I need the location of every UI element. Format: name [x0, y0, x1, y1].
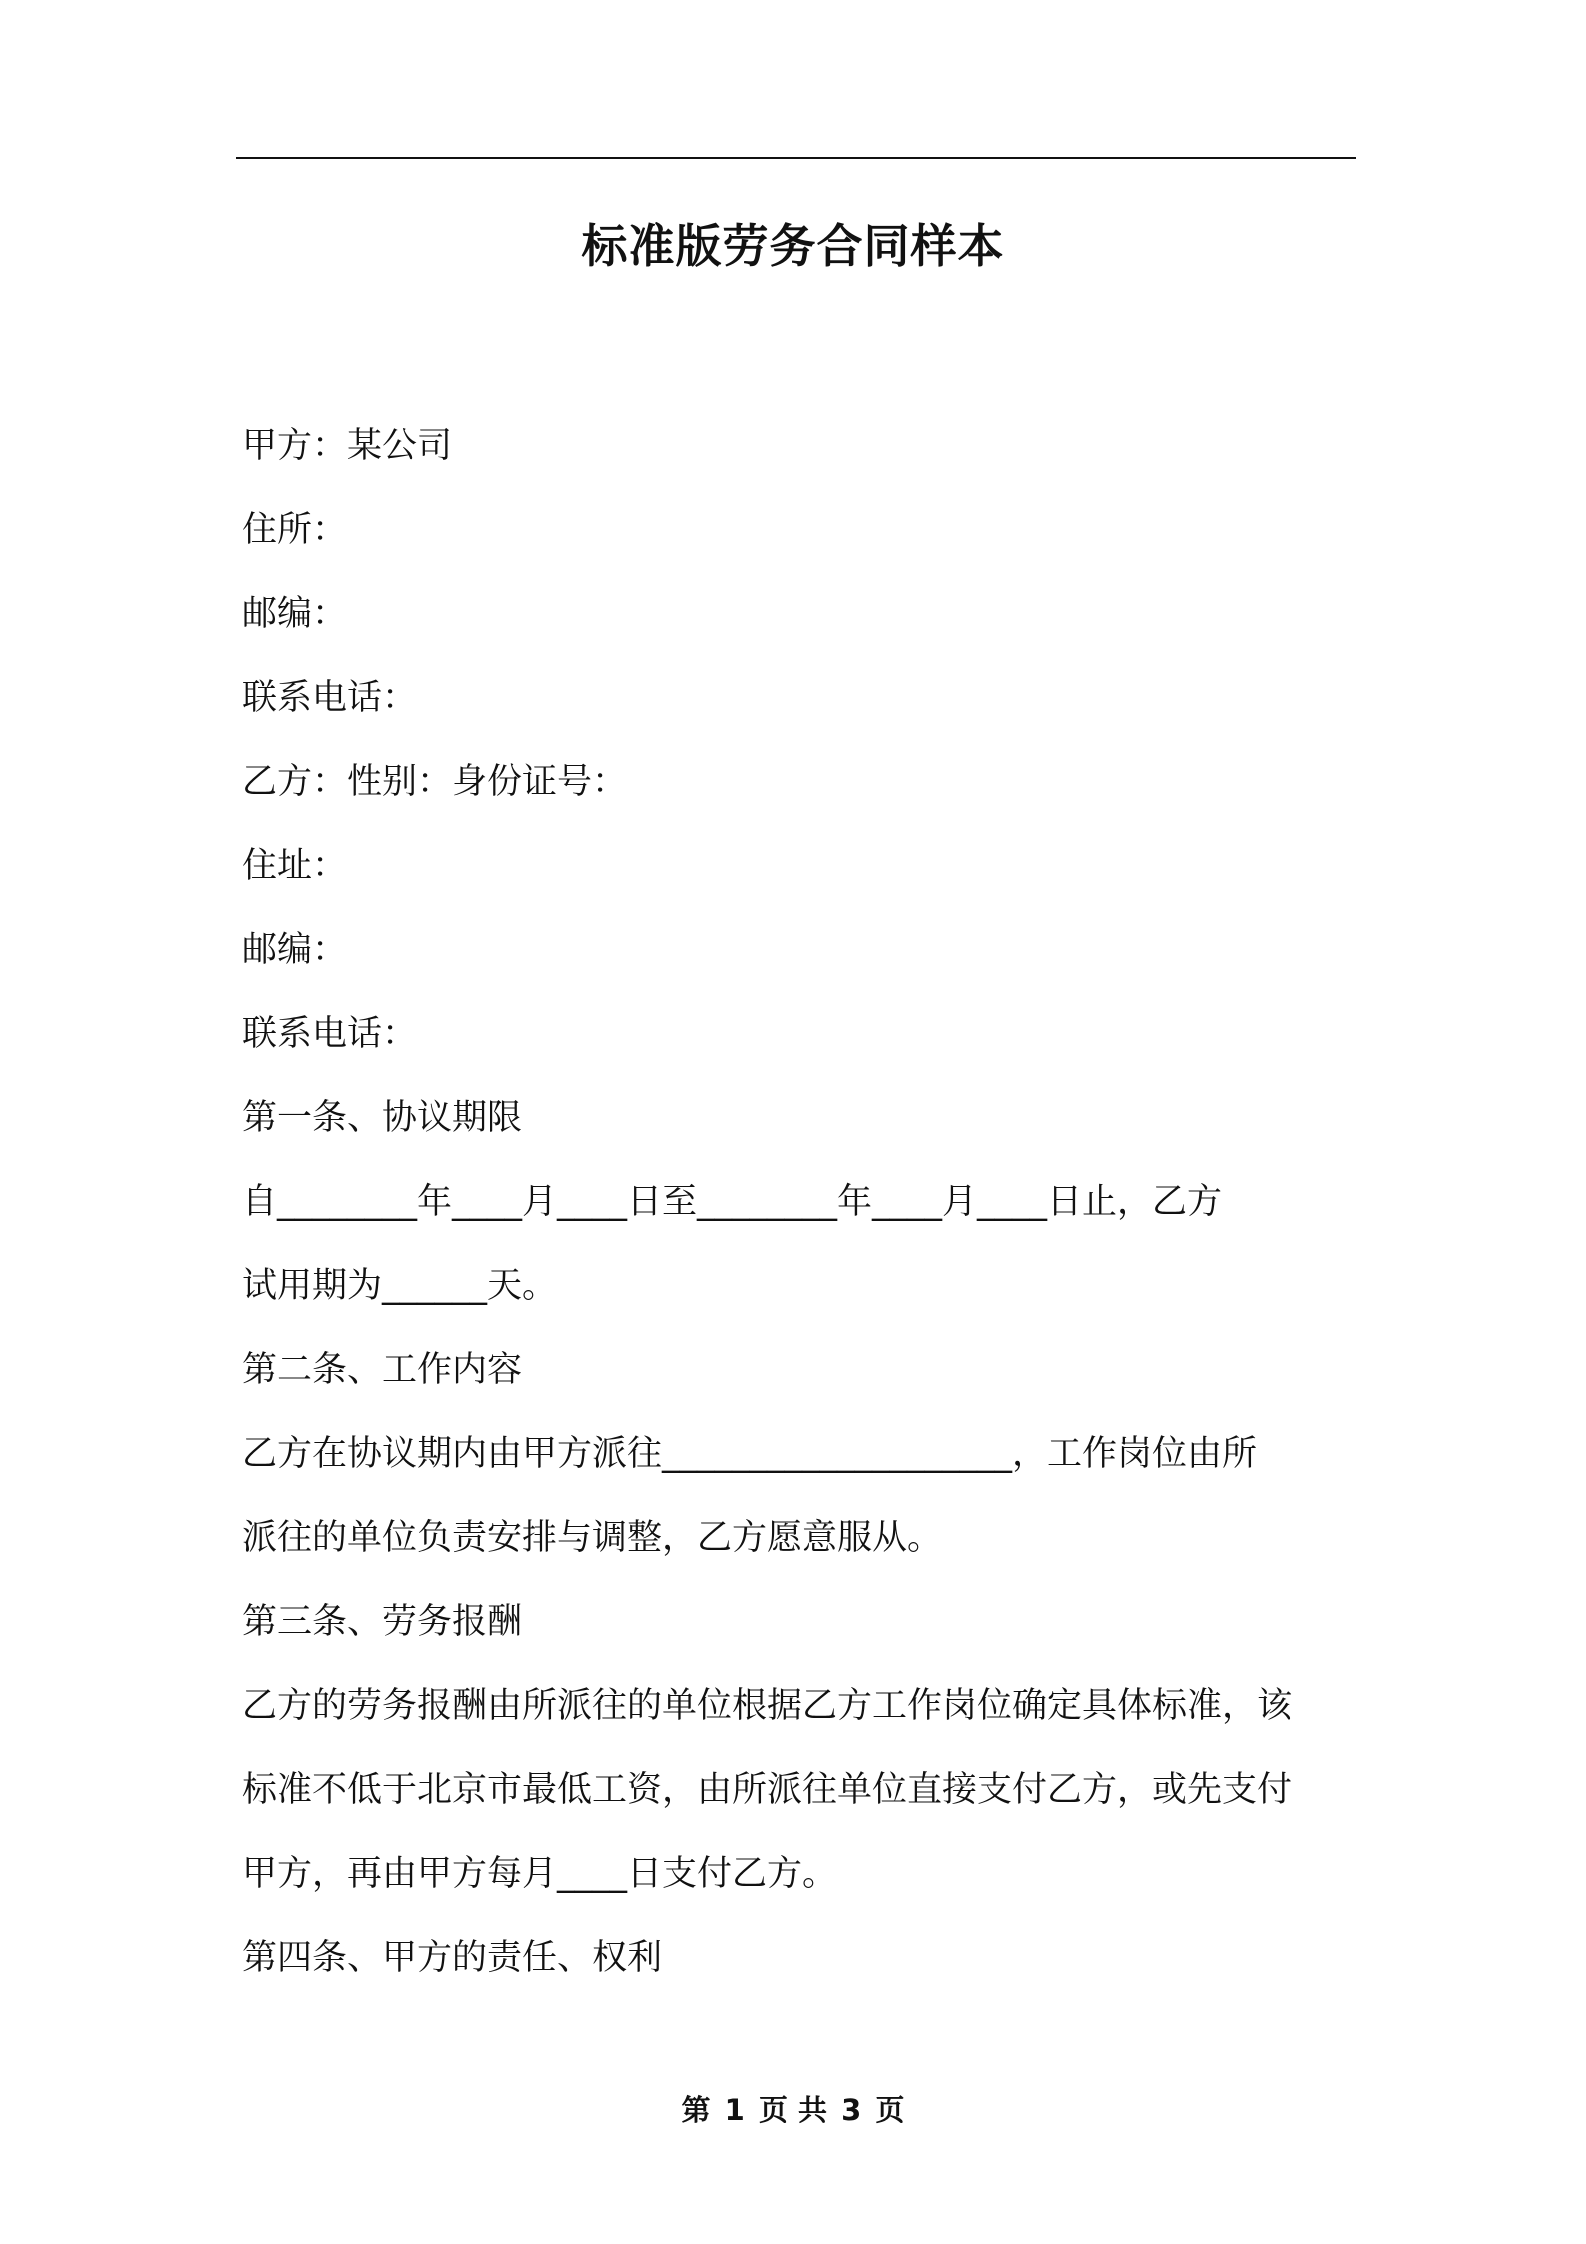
footer-total-pages: 3	[841, 2093, 862, 2127]
article-3-text-line-2: 标准不低于北京市最低工资，由所派往单位直接支付乙方，或先支付	[242, 1770, 1293, 1810]
document-title: 标准版劳务合同样本	[581, 219, 1005, 273]
party-a-postcode-line: 邮编：	[242, 594, 348, 634]
article-1-text-line-2: 试用期为______天。	[242, 1266, 558, 1306]
article-2-heading: 第二条、工作内容	[242, 1350, 523, 1390]
party-a-line: 甲方：某公司	[242, 426, 453, 466]
party-b-postcode-line: 邮编：	[242, 930, 348, 970]
party-a-address-line: 住所：	[242, 510, 348, 550]
article-2-text-line-2: 派往的单位负责安排与调整，乙方愿意服从。	[242, 1518, 943, 1558]
article-3-text-line-1: 乙方的劳务报酬由所派往的单位根据乙方工作岗位确定具体标准，该	[242, 1686, 1293, 1726]
party-a-phone-line: 联系电话：	[242, 678, 418, 718]
footer-middle: 页 共	[758, 2093, 828, 2127]
party-b-phone-line: 联系电话：	[242, 1014, 418, 1054]
article-2-text-line-1: 乙方在协议期内由甲方派往____________________，工作岗位由所	[242, 1434, 1258, 1474]
article-3-heading: 第三条、劳务报酬	[242, 1602, 523, 1642]
footer-prefix: 第	[681, 2093, 711, 2127]
article-1-heading: 第一条、协议期限	[242, 1098, 523, 1138]
party-b-line: 乙方：性别：身份证号：	[242, 762, 628, 802]
document-body	[242, 404, 1356, 2000]
article-1-text-line-1: 自________年____月____日至________年____月____日止，乙方	[242, 1182, 1223, 1222]
party-b-address-line: 住址：	[242, 846, 348, 886]
article-4-heading: 第四条、甲方的责任、权利	[242, 1938, 663, 1978]
footer-current-page: 1	[724, 2093, 745, 2127]
page-footer	[0, 2090, 1586, 2130]
footer-suffix: 页	[875, 2093, 905, 2127]
article-3-text-line-3: 甲方，再由甲方每月____日支付乙方。	[242, 1854, 838, 1894]
header-rule	[236, 157, 1356, 159]
